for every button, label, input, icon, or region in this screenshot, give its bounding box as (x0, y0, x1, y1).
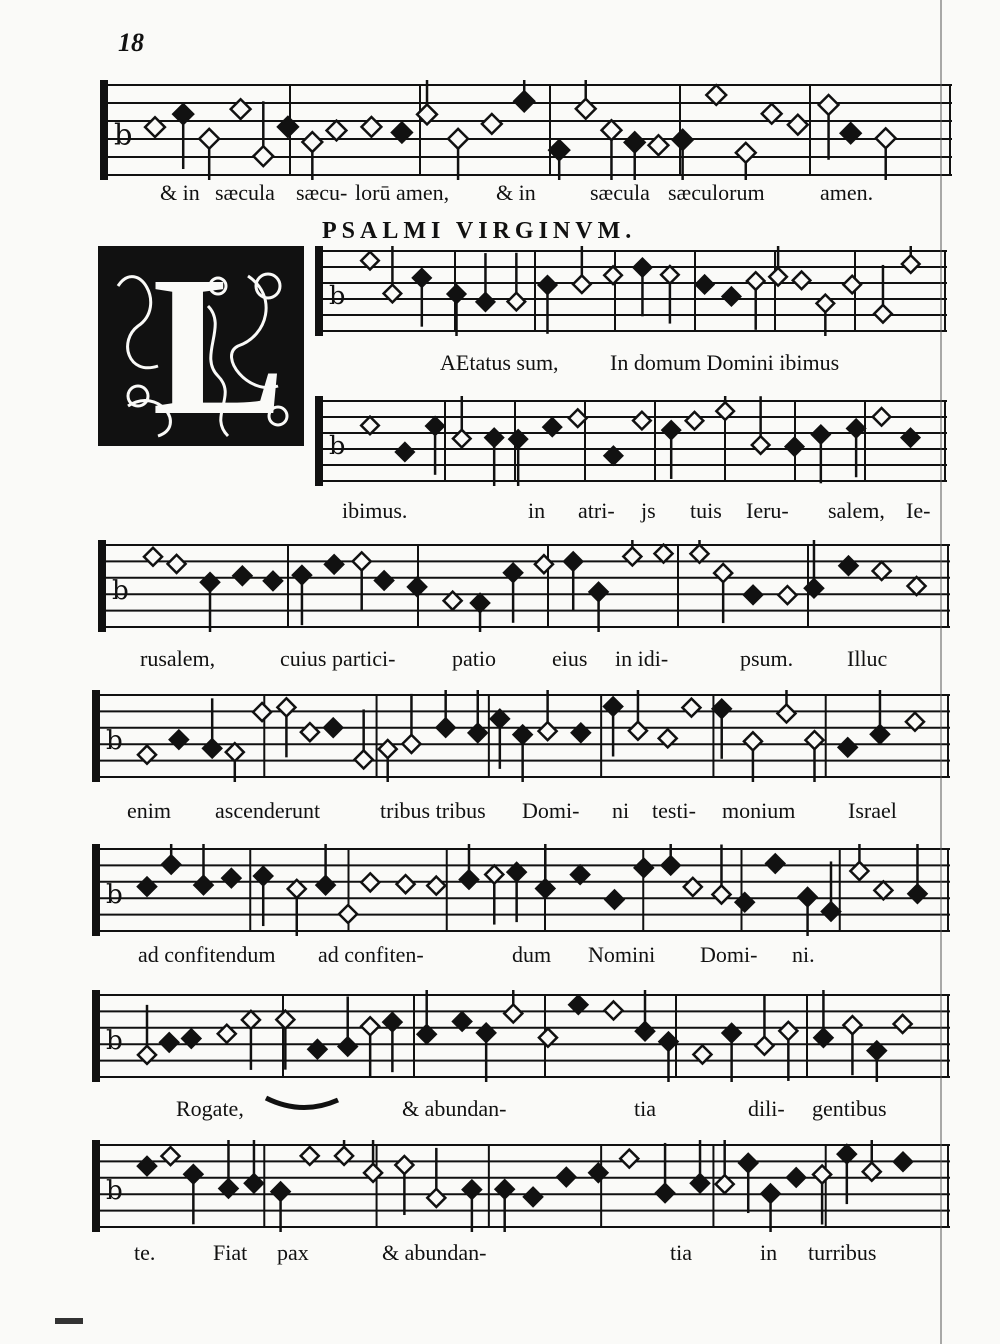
lyric-syllable: testi- (652, 798, 696, 823)
lyric-syllable: & abundan- (402, 1096, 507, 1121)
lyric-syllable: & abundan- (382, 1240, 487, 1265)
music-staff (92, 1140, 958, 1232)
lyric-syllable: Israel (848, 798, 897, 823)
lyric-syllable: amen. (820, 180, 874, 205)
page-number: 18 (118, 28, 144, 57)
svg-text:b: b (106, 880, 123, 911)
lyric-syllable: in (760, 1240, 778, 1265)
lyric-syllable: & in (160, 180, 200, 205)
section-title: PSALMI VIRGINVM. (322, 218, 637, 244)
lyric-syllable: tuis (690, 498, 722, 523)
lyric-syllable: eius (552, 646, 588, 671)
lyric-syllable: Fiat (213, 1240, 248, 1265)
initial-letter: L (152, 236, 286, 457)
lyric-syllable: turribus (808, 1240, 877, 1265)
music-staff (98, 540, 958, 632)
lyric-syllable: sæcula (215, 180, 275, 205)
lyric-syllable: tia (634, 1096, 656, 1121)
svg-text:b: b (329, 280, 346, 311)
svg-text:b: b (329, 430, 346, 461)
lyric-syllable: dum (512, 942, 552, 967)
lyric-syllable: psum. (740, 646, 794, 671)
music-staff (100, 80, 960, 180)
music-staff (315, 246, 955, 336)
lyric-syllable: tribus tribus (380, 798, 486, 823)
music-staff (92, 990, 958, 1082)
lyric-syllable: Rogate, (176, 1096, 244, 1121)
lyric-syllable: Nomini (588, 942, 656, 967)
lyric-syllable: AEtatus sum, (440, 350, 559, 375)
lyric-syllable: sæcula (590, 180, 650, 205)
lyric-syllable: patio (452, 646, 496, 671)
lyric-syllable: cuius partici- (280, 646, 396, 671)
music-staff (92, 690, 958, 782)
lyric-syllable: salem, (828, 498, 885, 523)
lyric-syllable: in idi- (615, 646, 669, 671)
lyric-syllable: Ie- (906, 498, 931, 523)
scan-mark (55, 1318, 83, 1324)
svg-text:b: b (106, 726, 123, 757)
lyric-syllable: ad confitendum (138, 942, 276, 967)
lyric-syllable: rusalem, (140, 646, 216, 671)
scan-edge (940, 0, 950, 1344)
lyric-syllable: gentibus (812, 1096, 887, 1121)
music-staff (315, 396, 955, 486)
lyric-syllable: atri- (578, 498, 615, 523)
lyric-syllable: ad confiten- (318, 942, 424, 967)
lyric-syllable: ni. (792, 942, 815, 967)
svg-text:b: b (112, 576, 129, 607)
lyric-syllable: ni (612, 798, 630, 823)
lyric-syllable: ascenderunt (215, 798, 321, 823)
lyric-syllable: te. (134, 1240, 156, 1265)
music-staff (92, 844, 958, 936)
lyric-syllable: In domum Domini ibimus (610, 350, 840, 375)
lyric-syllable: Illuc (847, 646, 888, 671)
lyric-syllable: ibimus. (342, 498, 408, 523)
svg-text:b: b (114, 117, 133, 152)
lyric-syllable: enim (127, 798, 171, 823)
lyric-syllable: pax (277, 1240, 309, 1265)
lyric-syllable: tia (670, 1240, 692, 1265)
svg-text:b: b (106, 1176, 123, 1207)
lyric-syllable: sæcu- (296, 180, 348, 205)
lyric-syllable: Domi- (700, 942, 758, 967)
ornamental-initial (98, 236, 304, 457)
tie-slur-icon (262, 1094, 342, 1114)
lyric-syllable: Domi- (522, 798, 580, 823)
lyric-syllable: monium (722, 798, 796, 823)
svg-text:b: b (106, 1026, 123, 1057)
lyric-syllable: & in (496, 180, 536, 205)
lyric-syllable: dili- (748, 1096, 785, 1121)
lyric-syllable: js (641, 498, 656, 523)
lyric-syllable: lorū amen, (355, 180, 450, 205)
lyric-syllable: in (528, 498, 546, 523)
lyric-syllable: sæculorum (668, 180, 765, 205)
lyric-syllable: Ieru- (746, 498, 789, 523)
